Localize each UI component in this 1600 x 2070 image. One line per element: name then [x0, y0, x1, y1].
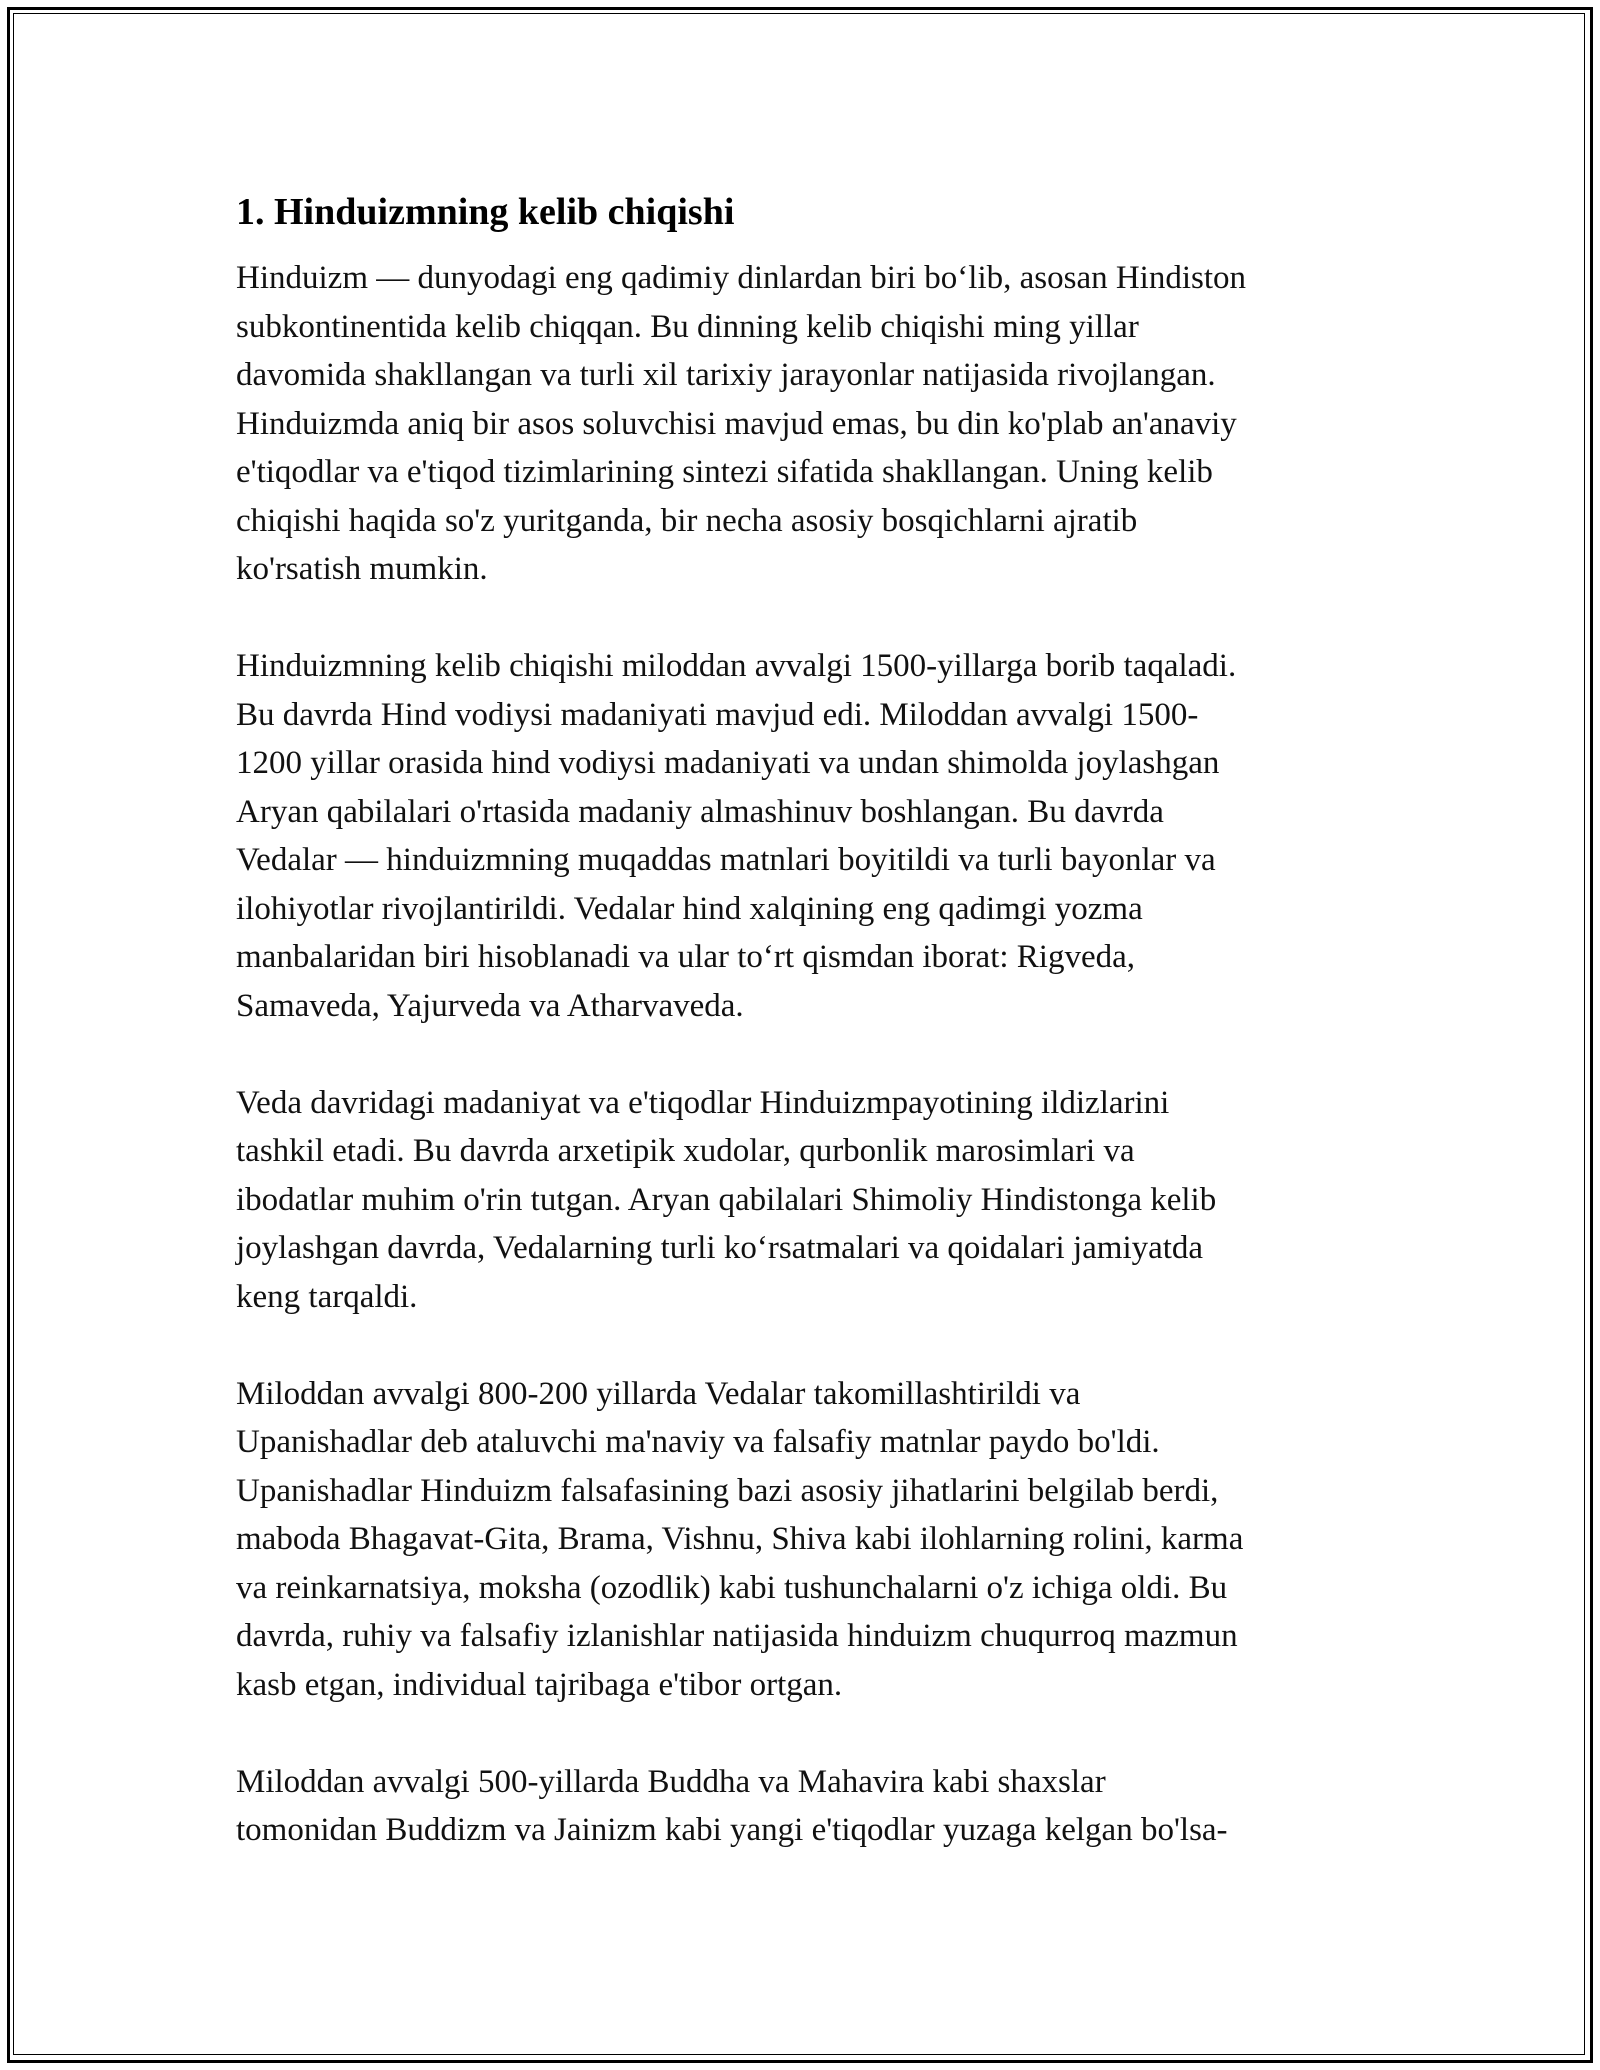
document-body	[236, 186, 1366, 1903]
paragraph-upanishads: Miloddan avvalgi 800-200 yillarda Vedalar takomillashtirildi va Upanishadlar deb ataluvchi ma'naviy va falsafiy matnlar paydo bo'ldi. Upanishadlar Hinduizm falsafasining bazi asosiy jihatlarini belgilab berdi, maboda Bhagavat-Gita, Brama, Vishnu, Shiva kabi ilohlarning rolini, karma va reinkarnatsiya, moksha (ozodlik) kabi tushunchalarni o'z ichiga oldi. Bu davrda, ruhiy va falsafiy izlanishlar natijasida hinduizm chuqurroq mazmun kasb etgan, individual tajribaga e'tibor ortgan.	[236, 1375, 1244, 1703]
paragraph-origin-overview: Hinduizm — dunyodagi eng qadimiy dinlardan biri bo‘lib, asosan Hindiston subkontinentida kelib chiqqan. Bu dinning kelib chiqishi ming yillar davomida shakllangan va turli xil tarixiy jarayonlar natijasida rivojlangan. Hinduizmda aniq bir asos soluvchisi mavjud emas, bu din ko'plab an'anaviy e'tiqodlar va e'tiqod tizimlarining sintezi sifatida shakllangan. Uning kelib chiqishi haqida so'z yuritganda, bir necha asosiy bosqichlarni ajratib ko'rsatish mumkin.	[236, 260, 1247, 587]
paragraph-vedic-culture: Veda davridagi madaniyat va e'tiqodlar Hinduizmpayotining ildizlarini tashkil etadi. Bu davrda arxetipik xudolar, qurbonlik marosimlari va ibodatlar muhim o'rin tutgan. Aryan qabilalari Shimoliy Hindistonga kelib joylashgan davrda, Vedalarning turli ko‘rsatmalari va qoidalari jamiyatda keng tarqaldi.	[236, 1084, 1217, 1315]
section-heading: 1. Hinduizmning kelib chiqishi	[236, 191, 735, 233]
paragraph-buddhism-jainism: Miloddan avvalgi 500-yillarda Buddha va Mahavira kabi shaxslar tomonidan Buddizm va Jainizm kabi yangi e'tiqodlar yuzaga kelgan bo'lsa-	[236, 1763, 1228, 1848]
paragraph-vedic-origins: Hinduizmning kelib chiqishi miloddan avvalgi 1500-yillarga borib taqaladi. Bu davrda Hind vodiysi madaniyati mavjud edi. Miloddan avvalgi 1500- 1200 yillar orasida hind vodiysi madaniyati va undan shimolda joylashgan Aryan qabilalari o'rtasida madaniy almashinuv boshlangan. Bu davrda Vedalar — hinduizmning muqaddas matnlari boyitildi va turli bayonlar va ilohiyotlar rivojlantirildi. Vedalar hind xalqining eng qadimgi yozma manbalaridan biri hisoblanadi va ular to‘rt qismdan iborat: Rigveda, Samaveda, Yajurveda va Atharvaveda.	[236, 648, 1237, 1024]
